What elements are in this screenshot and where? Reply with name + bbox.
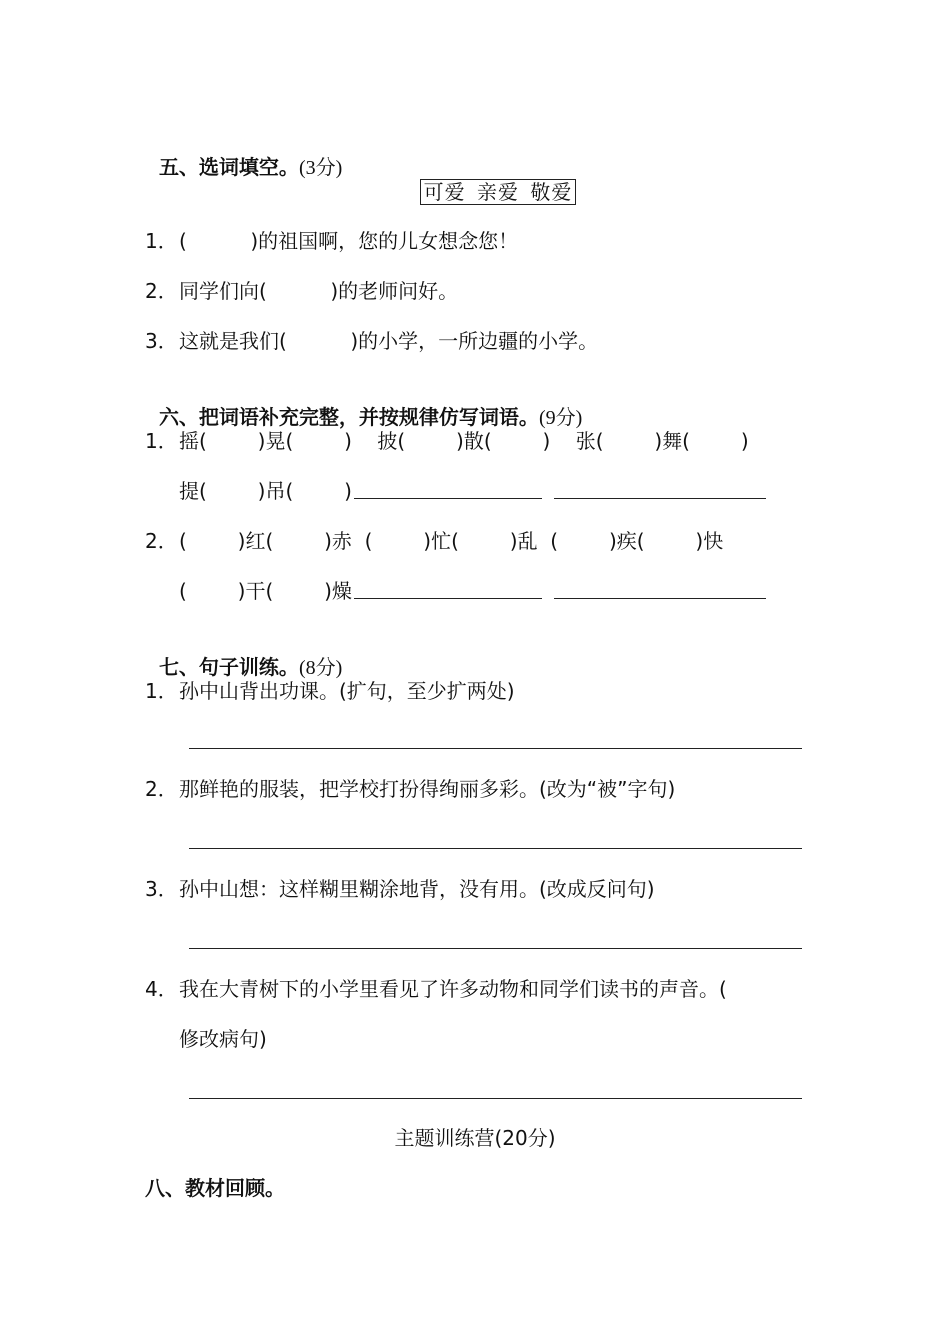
s7-item4-number: 4． — [145, 977, 178, 1001]
s5-item3-number: 3． — [145, 329, 178, 353]
s7-item3-number: 3． — [145, 877, 178, 901]
s5-item1-number: 1． — [145, 229, 178, 253]
s6-item2-number: 2． — [145, 529, 178, 553]
s7-item2-answer-line[interactable] — [189, 848, 802, 849]
s6-item1-number: 1． — [145, 429, 178, 453]
s5-item1-text[interactable]: ( )的祖国啊，您的儿女想念您！ — [179, 229, 519, 253]
s7-item3-answer-line[interactable] — [189, 948, 802, 949]
s7-item3-text: 孙中山想：这样糊里糊涂地背，没有用。(改成反问句) — [179, 877, 655, 901]
section5-score: (3分) — [298, 157, 343, 179]
section6-score: (9分) — [538, 407, 583, 429]
s7-item1-answer-line[interactable] — [189, 748, 802, 749]
s7-item1-number: 1． — [145, 679, 178, 703]
section7-title: 七、句子训练。 — [158, 655, 299, 679]
section8-heading: 八、教材回顾。 — [145, 1176, 285, 1200]
s5-item2-text[interactable]: 同学们向( )的老师问好。 — [179, 279, 459, 303]
s6-item1-answer-line-a[interactable] — [354, 498, 542, 499]
s6-item1-answer-line-b[interactable] — [554, 498, 766, 499]
s5-item2-number: 2． — [145, 279, 178, 303]
s7-item1-text: 孙中山背出功课。(扩句，至少扩两处) — [179, 679, 515, 703]
section5-title: 五、选词填空。 — [158, 155, 299, 179]
s6-item2-answer-line-b[interactable] — [554, 598, 766, 599]
s6-item2-answer-line-a[interactable] — [354, 598, 542, 599]
s7-item2-text: 那鲜艳的服装，把学校打扮得绚丽多彩。(改为“被”字句) — [179, 777, 676, 801]
s6-item2-line1[interactable]: ( )红( )赤 ( )忙( )乱 ( )疾( )快 — [179, 529, 724, 553]
section7-score: (8分) — [298, 657, 343, 679]
word-choice-box: 可爱 亲爱 敬爱 — [420, 179, 576, 205]
section6-heading — [145, 378, 582, 431]
s6-item1-line1[interactable]: 摇( )晃( ) 披( )散( ) 张( )舞( ) — [179, 429, 749, 453]
s7-item4-text-cont: 修改病句) — [179, 1027, 267, 1051]
section7-heading — [145, 628, 342, 681]
s7-item4-text: 我在大青树下的小学里看见了许多动物和同学们读书的声音。( — [179, 977, 727, 1001]
s5-item3-text[interactable]: 这就是我们( )的小学，一所边疆的小学。 — [179, 329, 599, 353]
section6-title: 六、把词语补充完整，并按规律仿写词语。 — [158, 405, 539, 429]
theme-heading: 主题训练营(20分) — [394, 1126, 556, 1150]
s7-item2-number: 2． — [145, 777, 178, 801]
section5-heading — [145, 128, 342, 181]
s7-item4-answer-line[interactable] — [189, 1098, 802, 1099]
s6-item2-line2[interactable]: ( )干( )燥 — [179, 579, 352, 603]
s6-item1-line2[interactable]: 提( )吊( ) — [179, 479, 352, 503]
